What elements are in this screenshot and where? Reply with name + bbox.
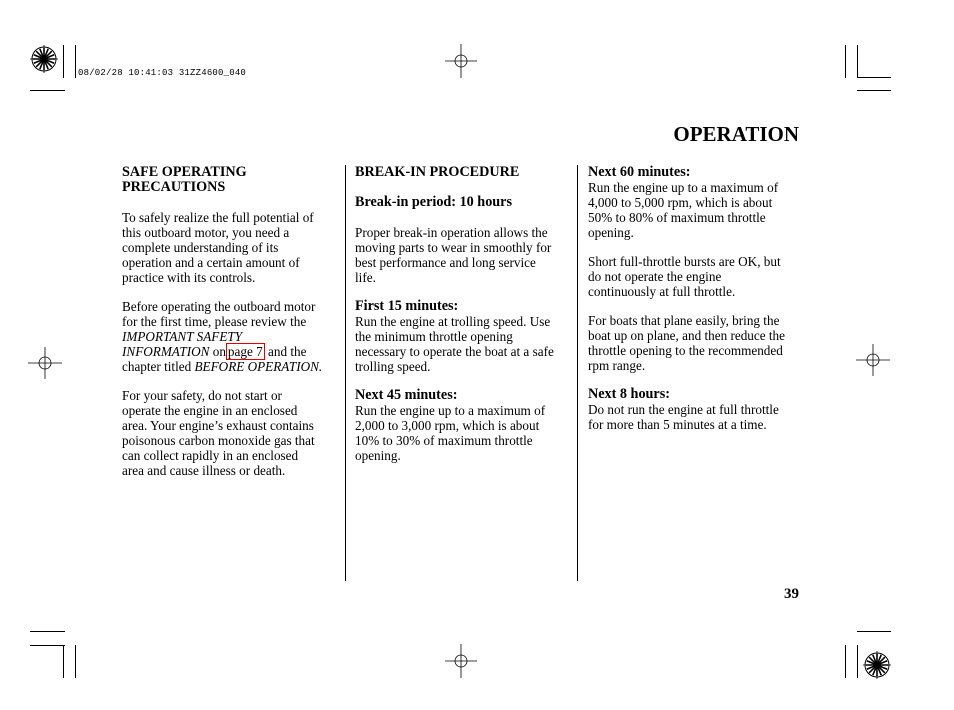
paragraph-plane-easily: For boats that plane easily, bring the boat up on plane, and then reduce the throttle opening to the recommended rpm range. — [588, 313, 786, 373]
crop-mark — [63, 45, 64, 78]
paragraph-break-in-intro: Proper break-in operation allows the moving parts to wear in smoothly for best performance and long service life. — [355, 225, 552, 285]
crop-mark — [30, 645, 65, 646]
column-divider — [345, 165, 346, 581]
section-title: OPERATION — [673, 122, 799, 146]
paragraph-review-safety: Before operating the outboard motor for the first time, please review the IMPORTANT SAFETY INFORMATION on page 7 and the chapter titled BEFORE OPERATION. — [122, 299, 323, 374]
subheading-break-in-period: Break-in period: 10 hours — [355, 194, 512, 210]
crop-mark — [857, 77, 891, 78]
registration-crosshair-icon — [445, 644, 477, 678]
paragraph-next-8-hours: Do not run the engine at full throttle for more than 5 minutes at a time. — [588, 402, 779, 432]
crop-mark — [857, 90, 891, 91]
crop-mark — [845, 45, 846, 78]
page-number: 39 — [784, 586, 799, 602]
column-break-in — [355, 165, 571, 463]
page-7-link[interactable]: page 7 — [227, 344, 263, 359]
subheading-first-15: First 15 minutes: — [355, 298, 459, 314]
crop-mark — [857, 631, 891, 632]
subheading-next-60: Next 60 minutes: — [588, 164, 691, 180]
crop-mark — [30, 90, 65, 91]
column-safe-operating — [122, 165, 334, 478]
crop-mark — [857, 645, 858, 678]
subheading-next-45: Next 45 minutes: — [355, 387, 458, 403]
crop-mark — [75, 645, 76, 678]
crop-mark — [845, 645, 846, 678]
crop-mark — [857, 45, 858, 78]
registration-crosshair-icon — [445, 44, 477, 78]
column-divider — [577, 165, 578, 581]
crop-mark — [75, 45, 76, 78]
paragraph-carbon-monoxide: For your safety, do not start or operate the engine in an enclosed area. Your engine’s exhaust contains poisonous carbon monoxide gas that can collect rapidly in an enclosed area and cause illness or death. — [122, 388, 315, 478]
registration-crosshair-icon — [28, 347, 62, 379]
registration-sunburst-icon — [863, 651, 891, 679]
paragraph-full-throttle-bursts: Short full-throttle bursts are OK, but do not operate the engine continuously at full throttle. — [588, 254, 781, 299]
paragraph-first-15: Run the engine at trolling speed. Use the minimum throttle opening necessary to operate the boat at a safe trolling speed. — [355, 314, 554, 374]
crop-mark — [63, 645, 64, 678]
subheading-next-8-hours: Next 8 hours: — [588, 386, 670, 402]
registration-sunburst-icon — [30, 45, 58, 73]
column-break-in-continued — [588, 165, 802, 432]
heading-break-in: BREAK-IN PROCEDURE — [355, 164, 520, 180]
paragraph-next-45: Run the engine up to a maximum of 2,000 to 3,000 rpm, which is about 10% to 30% of maximum throttle opening. — [355, 403, 546, 463]
paragraph-full-potential: To safely realize the full potential of this outboard motor, you need a complete understanding of its operation and a certain amount of practice with its controls. — [122, 210, 314, 285]
crop-mark — [30, 631, 65, 632]
paragraph-next-60: Run the engine up to a maximum of 4,000 to 5,000 rpm, which is about 50% to 80% of maximum throttle opening. — [588, 180, 779, 240]
print-stamp: 08/02/28 10:41:03 31ZZ4600_040 — [78, 68, 247, 78]
heading-safe-operating: SAFE OPERATING PRECAUTIONS — [122, 164, 247, 195]
registration-crosshair-icon — [856, 344, 890, 376]
